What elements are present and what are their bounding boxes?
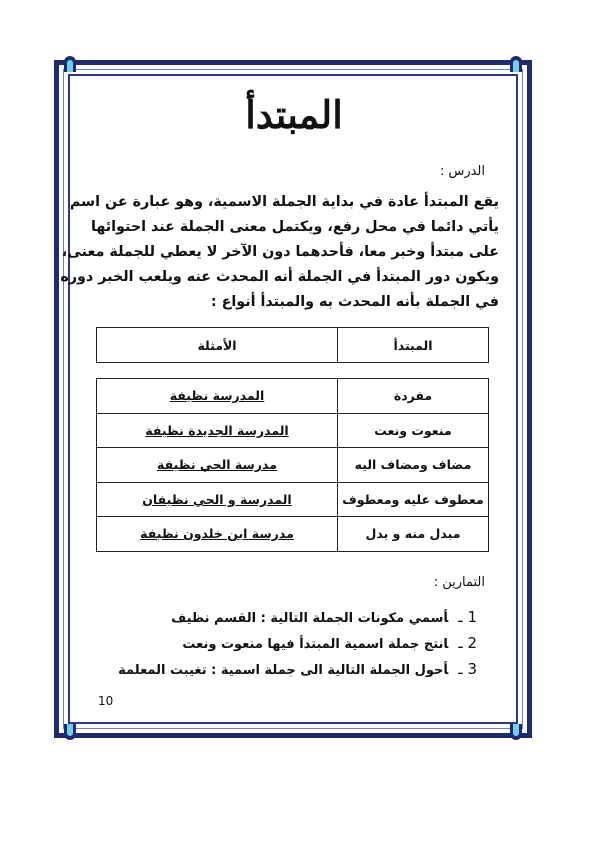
- exercises-label: التمارين :: [433, 575, 485, 590]
- exercise-number: 2 ـ: [458, 634, 477, 652]
- exercise-number: 1 ـ: [458, 608, 477, 626]
- example-text: المدرسة الجديدة نظيفة: [145, 422, 289, 438]
- corner-ornament-icon: [508, 56, 524, 72]
- table-row: [97, 413, 489, 448]
- type-cell: مضاف ومضاف اليه: [338, 448, 489, 483]
- table-row: [97, 379, 489, 414]
- corner-ornament-icon: [62, 724, 78, 740]
- example-text: المدرسة نظيفة: [169, 388, 265, 404]
- example-cell: [97, 413, 338, 448]
- example-cell: [97, 379, 338, 414]
- example-cell: [97, 482, 338, 517]
- example-cell: [97, 448, 338, 483]
- exercise-item: [97, 660, 477, 678]
- header-table: [96, 327, 489, 363]
- table-row: [97, 448, 489, 483]
- table-row: [97, 482, 489, 517]
- table-row: [97, 517, 489, 552]
- exercise-item: [97, 634, 477, 652]
- paragraph-line: على مبتدأ وخبر معا، فأحدهما دون الآخر لا يعطي للجملة معنى،: [61, 244, 499, 260]
- example-text: مدرسة الحي نظيفة: [157, 457, 277, 473]
- exercise-number: 3 ـ: [458, 660, 477, 678]
- paragraph-line: يأتي دائما في محل رفع، ويكتمل معنى الجملة عند احتوائها: [90, 219, 499, 235]
- type-cell: معطوف عليه ومعطوف: [338, 482, 489, 517]
- type-cell: منعوت ونعت: [338, 413, 489, 448]
- exercise-text: أحول الجملة التالية الى جملة اسمية : تغيبت المعلمة: [118, 663, 449, 678]
- type-cell: مفردة: [338, 379, 489, 414]
- example-text: المدرسة و الحي نظيفان: [142, 491, 292, 507]
- corner-ornament-icon: [62, 56, 78, 72]
- header-type: المبتدأ: [338, 328, 489, 363]
- page-number: 10: [98, 694, 114, 708]
- example-cell: [97, 517, 338, 552]
- lesson-paragraph: [60, 190, 499, 315]
- exercise-text: أسمي مكونات الجملة التالية : القسم نظيف: [171, 611, 449, 626]
- lesson-label: الدرس :: [439, 164, 485, 179]
- paragraph-line: ويكون دور المبتدأ في الجملة أنه المحدث عنه ويلعب الخبر دوره: [60, 269, 499, 285]
- paragraph-line: يقع المبتدأ عادة في بداية الجملة الاسمية، وهو عبارة عن اسم: [69, 194, 499, 210]
- type-cell: مبدل منه و بدل: [338, 517, 489, 552]
- corner-ornament-icon: [508, 724, 524, 740]
- page-title: المبتدأ: [245, 92, 343, 137]
- exercise-item: [97, 608, 477, 626]
- header-examples: الأمثلة: [97, 328, 338, 363]
- paragraph-line: في الجملة بأنه المحدث به والمبتدأ أنواع :: [210, 294, 499, 310]
- exercise-text: انتج جملة اسمية المبتدأ فيها منعوت ونعت: [182, 637, 449, 652]
- types-table: [96, 378, 489, 552]
- example-text: مدرسة ابن خلدون نظيفة: [140, 526, 294, 542]
